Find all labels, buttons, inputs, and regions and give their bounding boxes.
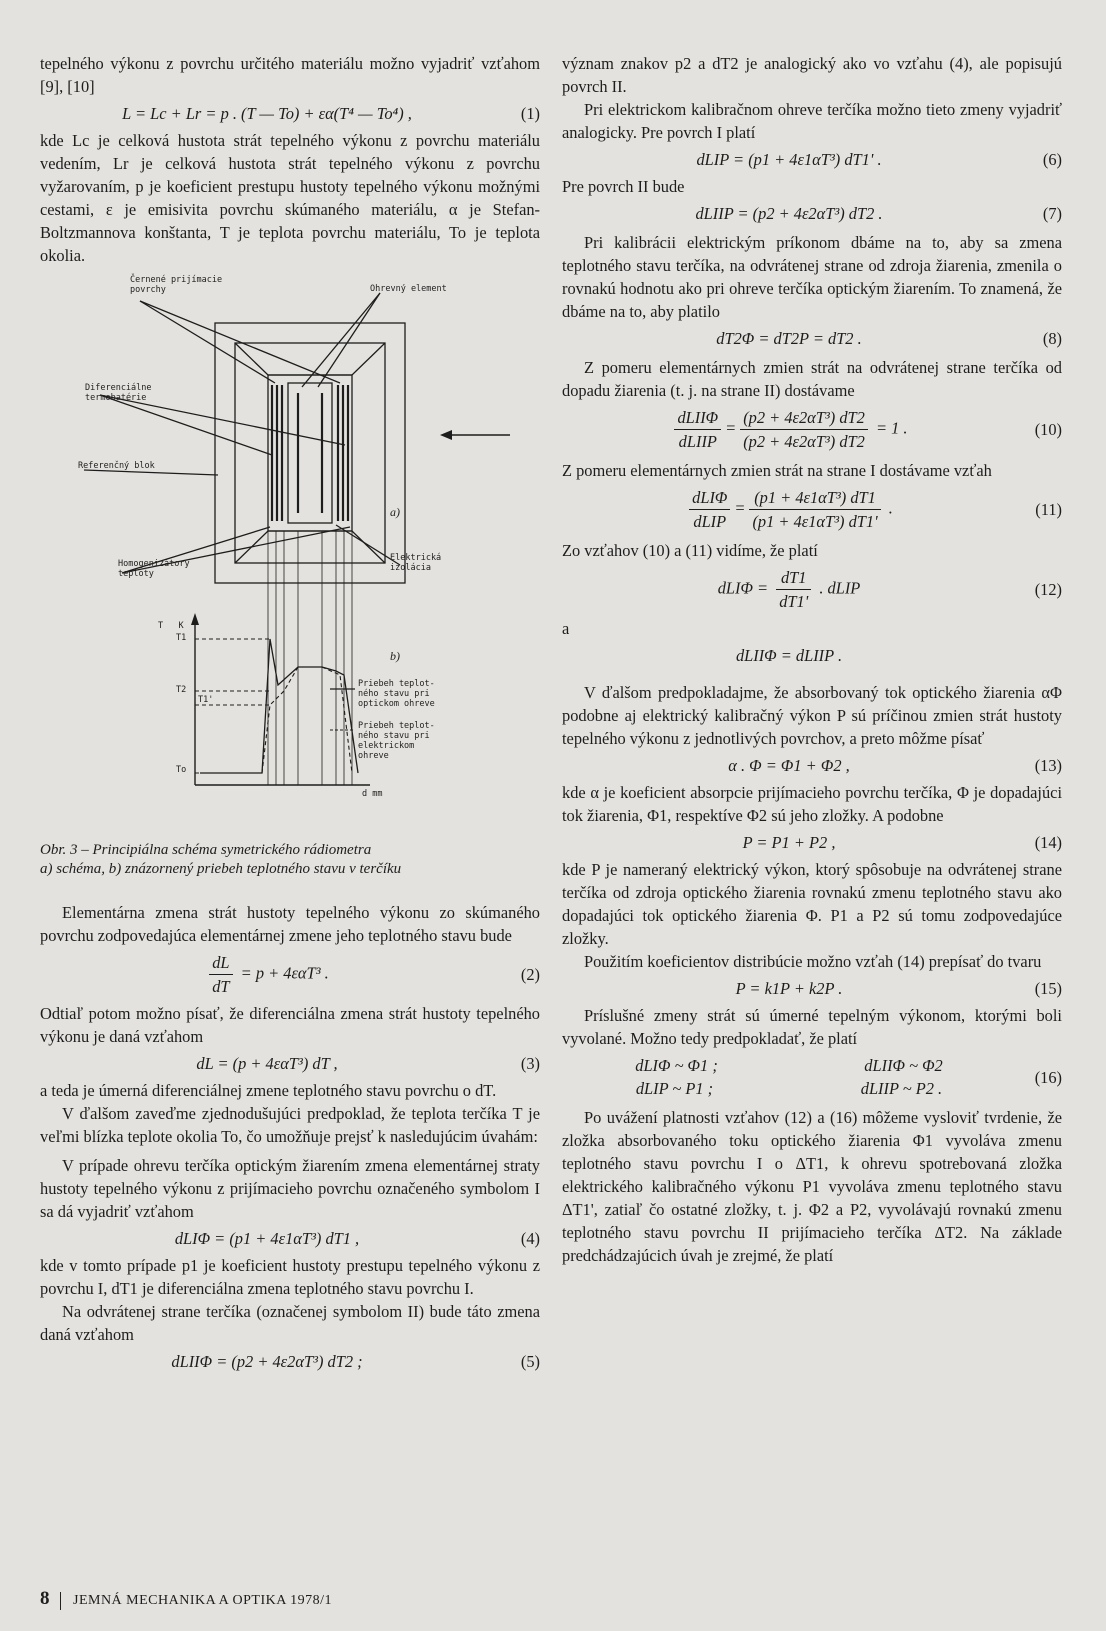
equation-16-number: (16) — [1034, 1067, 1062, 1087]
equation-10: $\frac{\text{dLIIΦ}}{\text{dLIIP}}$ = $\frac{\text{(p2 + 4ε2αT³) dT2}}{\text{(p2 + 4ε2αT³) dT2}}$ = 1 . (10) — [562, 406, 1062, 453]
radiometer-diagram — [40, 275, 540, 835]
equation-11: $\frac{\text{dLIΦ}}{\text{dLIP}}$ = $\frac{\text{(p1 + 4ε1αT³) dT1}}{\text{(p1 + 4ε1αT³) dT1'}}$ . (11) — [562, 486, 1062, 533]
label-part-a: a) — [390, 505, 400, 519]
footer-divider — [60, 1592, 61, 1610]
figure-caption-line2: a) schéma, b) znázornený priebeh teplotného stavu v terčíku — [40, 861, 402, 877]
intro-text: tepelného výkonu z povrchu určitého materiálu možno vyjadriť vzťahom [9], [10] — [40, 54, 540, 96]
equation-12-numerator: dT1 — [776, 566, 811, 590]
equation-15 — [562, 977, 1062, 1000]
equation-3-number: (3) — [520, 1054, 540, 1073]
equation-6 — [562, 148, 1062, 171]
equation-12b — [562, 644, 1062, 667]
equation-16-a: dLIΦ ~ Φ1 ; — [635, 1056, 718, 1075]
equation-3 — [40, 1052, 540, 1075]
equation-7-formula: dLIIP = (p2 + 4ε2αT³) dT2 . — [695, 204, 883, 223]
left-column — [40, 52, 540, 1377]
legend-electrical-heating: Priebeh teplot- ného stavu pri elektrickom ohreve — [358, 721, 435, 761]
equation-12b-formula: dLIIΦ = dLIIP . — [735, 646, 843, 665]
equation-5 — [40, 1350, 540, 1373]
equation-10-left-denominator: dLIIP — [678, 432, 717, 451]
equation-11-number: (11) — [1035, 500, 1062, 519]
paragraph-surface-ii: Pre povrch II bude — [562, 177, 685, 196]
equation-12 — [562, 566, 1062, 613]
label-t0: To — [176, 765, 187, 775]
reference-block-inner — [235, 343, 385, 563]
equation-1 — [40, 102, 540, 125]
conjunction-and: a — [562, 619, 570, 638]
equation-4-number: (4) — [520, 1229, 540, 1248]
label-d-mm: d mm — [362, 789, 383, 799]
equation-11-left-denominator: dLIP — [693, 512, 727, 531]
equation-14-number: (14) — [1034, 833, 1062, 852]
label-electrical-insulation: Elektrická izolácia — [390, 553, 442, 573]
label-heating-element: Ohrevný element — [370, 284, 447, 294]
figure-caption — [40, 841, 540, 879]
equation-16-c: dLIP ~ P1 ; — [635, 1079, 714, 1098]
equation-11-left-numerator: dLIΦ — [689, 486, 730, 510]
paragraph-absorption-coefficient: kde α je koeficient absorpcie prijímacieho povrchu terčíka, Φ je dopadajúci tok žiarenia, Φ1, respektíve Φ2 sú jeho zložky. A podobne — [562, 783, 1062, 825]
equation-13-number: (13) — [1034, 756, 1062, 775]
equation-2-denominator: dT — [212, 977, 230, 996]
label-reference-block: Referenčný blok — [78, 461, 155, 471]
equation-2-fraction — [209, 951, 232, 998]
equation-10-right-denominator: (p2 + 4ε2αT³) dT2 — [743, 432, 865, 451]
paragraph-ratio-side-ii: Z pomeru elementárnych zmien strát na odvrátenej strane terčíka od dopadu žiarenia (t. j. na strane II) dostávame — [562, 358, 1062, 400]
paragraph-electrical-calibration: Pri elektrickom kalibračnom ohreve terčíka možno tieto zmeny vyjadriť analogicky. Pre povrch I platí — [562, 100, 1062, 142]
equation-11-right-numerator: (p1 + 4ε1αT³) dT1 — [749, 486, 880, 510]
equation-5-number: (5) — [520, 1352, 540, 1371]
paragraph-ratio-side-i: Z pomeru elementárnych zmien strát na strane I dostávame vzťah — [562, 461, 992, 480]
journal-name: JEMNÁ MECHANIKA A OPTIKA 1978/1 — [73, 1593, 332, 1608]
equation-1-formula: L = Lc + Lr = p . (T — To) + εα(T⁴ — To⁴) , — [122, 104, 412, 123]
label-homogenizers: Homogenizátory teploty — [118, 559, 190, 579]
equation-3-formula: dL = (p + 4εαT³) dT , — [196, 1054, 338, 1073]
reference-block-outer — [215, 323, 405, 583]
equation-12-left: dLIΦ = — [717, 578, 769, 598]
equation-13-formula: α . Φ = Φ1 + Φ2 , — [728, 756, 850, 775]
equation-4 — [40, 1227, 540, 1250]
paragraph-elementary-change: Elementárna zmena strát hustoty tepelného výkonu zo skúmaného povrchu zodpovedajúca elementárnej zmene jeho teplotného stavu bude — [40, 903, 540, 945]
equation-7 — [562, 202, 1062, 225]
label-t1-prime: T1' — [198, 695, 214, 705]
equation-10-left-numerator: dLIIΦ — [674, 406, 721, 430]
equation-16-b: dLIIΦ ~ Φ2 — [864, 1056, 943, 1075]
equation-15-formula: P = k1P + k2P . — [735, 979, 843, 998]
equation-8-formula: dT2Φ = dT2P = dT2 . — [716, 329, 862, 348]
paragraph-calibration: Pri kalibrácii elektrickým príkonom dbáme na to, aby sa zmena teplotného stavu terčíka, na odvrátenej strane od zdroja žiarenia, zmenila o rovnakú hodnotu ako pri ohreve terčíka optickým žiarením. To znamená, že dbáme na to, aby platilo — [562, 233, 1062, 321]
equation-12-rest: . dLIP — [819, 578, 861, 598]
equation-12-number: (12) — [1034, 580, 1062, 599]
equation-4-formula: dLIΦ = (p1 + 4ε1αT³) dT1 , — [174, 1229, 360, 1248]
label-t1: T1 — [176, 633, 187, 643]
right-column — [562, 52, 1062, 1267]
label-part-b: b) — [390, 649, 400, 663]
equation-8-number: (8) — [1042, 329, 1062, 348]
paragraph-proportional: a teda je úmerná diferenciálnej zmene teplotného stavu povrchu o dT. — [40, 1081, 497, 1100]
paragraph-conclusion: Po uvážení platnosti vzťahov (12) a (16) môžeme vysloviť tvrdenie, že zložka absorbovaného toku optického žiarenia Φ1 vyvoláva zmenu teplotného stavu povrchu I o ΔT1, k ohrevu spotrebovaná zložka elektrického kalibračného výkonu P1 vyvoláva zmenu teplotného stavu ΔT1', zatiaľ čo ostatné zložky, t. j. Φ2 a P2, vyvolávajú rovnakú zmenu teplotného stavu povrchu II prijímacieho terčíka ΔT2. Na základe predchádzajúcich úvah je zrejmé, že platí — [562, 1108, 1062, 1265]
radiometer-figure — [40, 275, 540, 835]
paragraph-optical-heating: V prípade ohrevu terčíka optickým žiarením zmena elementárnej straty hustoty tepelného výkonu z prijímacieho povrchu označeného symbolom I sa dá vyjadriť vzťahom — [40, 1156, 540, 1221]
equation-10-number: (10) — [1034, 420, 1062, 439]
paragraph-assumption: V ďalšom zaveďme zjednodušujúci predpoklad, že teplota terčíka T je veľmi blízka teplote okolia To, čo umožňuje prejsť k nasledujúcim úvahám: — [40, 1104, 540, 1146]
page-number: 8 — [40, 1588, 50, 1609]
figure-caption-line1: Obr. 3 – Principiálna schéma symetrického rádiometra — [40, 842, 372, 858]
label-t-axis: T K — [158, 621, 184, 631]
equation-6-number: (6) — [1042, 150, 1062, 169]
equation-1-number: (1) — [520, 104, 540, 123]
label-t2: T2 — [176, 685, 187, 695]
equation-14 — [562, 831, 1062, 854]
paragraph-we-see: Zo vzťahov (10) a (11) vidíme, že platí — [562, 541, 818, 560]
equation-10-right-numerator: (p2 + 4ε2αT³) dT2 — [740, 406, 868, 430]
paragraph-measured-power: kde P je nameraný elektrický výkon, ktorý spôsobuje na odvrátenej strane terčíka od zdroja optického žiarenia rovnakú zmenu teplotného stavu ako dopadajúci tok optického žiarenia Φ. P1 a P2 sú tomu zodpovedajúce zložky. — [562, 860, 1062, 948]
equation-15-number: (15) — [1034, 979, 1062, 998]
paragraph-absorbed-flux: V ďalšom predpokladajme, že absorbovaný tok optického žiarenia αΦ podobne aj elektrický kalibračný výkon P sú príčinou zmien strát hustoty tepelného výkonu z jednotlivých povrchov, a preto môžme písať — [562, 683, 1062, 748]
equation-16-d: dLIIP ~ P2 . — [860, 1079, 943, 1098]
equation-14-formula: P = P1 + P2 , — [742, 833, 836, 852]
paragraph-opposite-side: Na odvrátenej strane terčíka (označenej symbolom II) bude táto zmena daná vzťahom — [40, 1302, 540, 1344]
label-absorbing-surfaces: Černené prijímacie povrchy — [130, 275, 223, 295]
label-thermopiles: Diferenciálne termobatérie — [85, 383, 152, 403]
equation-5-formula: dLIIΦ = (p2 + 4ε2αT³) dT2 ; — [171, 1352, 363, 1371]
page-footer — [40, 1588, 332, 1610]
equation-2-numerator: dL — [209, 951, 232, 975]
paragraph-definitions: kde Lc je celková hustota strát tepelného výkonu z povrchu materiálu vedením, Lr je celková hustota strát tepelného výkonu z povrchu vyžarovaním, p je koeficient prestupu hustoty tepelného výkonu možnými cestami, ε je emisivita povrchu skúmaného materiálu, α je Stefan-Boltzmannova konštanta, T je teplota povrchu materiálu, To je teplota okolia. — [40, 131, 540, 265]
equation-2-rest: = p + 4εαT³ . — [240, 963, 329, 983]
paragraph-differential: Odtiaľ potom možno písať, že diferenciálna zmena strát hustoty tepelného výkonu je daná vzťahom — [40, 1004, 540, 1046]
legend-optical-heating: Priebeh teplot- ného stavu pri optickom ohreve — [358, 679, 435, 709]
equation-16 — [562, 1054, 1062, 1100]
paragraph-p1-coefficient: kde v tomto prípade p1 je koeficient hustoty prestupu tepelného výkonu z povrchu I, dT1 je diferenciálna zmena teplotného stavu povrchu I. — [40, 1256, 540, 1298]
equation-13 — [562, 754, 1062, 777]
paragraph-meaning: význam znakov p2 a dT2 je analogický ako vo vzťahu (4), ale popisujú povrch II. — [562, 54, 1062, 96]
equation-2-number: (2) — [520, 965, 540, 984]
equation-2 — [40, 951, 540, 998]
paragraph-proportional-losses: Príslušné zmeny strát sú úmerné tepelným výkonom, ktorými boli vyvolané. Možno tedy predpokladať, že platí — [562, 1006, 1062, 1048]
paragraph-distribution-coefficients: Použitím koeficientov distribúcie možno vzťah (14) prepísať do tvaru — [584, 952, 1042, 971]
equation-11-rest: . — [888, 498, 893, 518]
equation-8 — [562, 327, 1062, 350]
equation-12-denominator: dT1' — [779, 592, 809, 611]
equation-11-right-denominator: (p1 + 4ε1αT³) dT1' — [752, 512, 878, 531]
equation-7-number: (7) — [1042, 204, 1062, 223]
equation-6-formula: dLIP = (p1 + 4ε1αT³) dT1' . — [696, 150, 882, 169]
equation-10-rest: = 1 . — [875, 418, 908, 438]
